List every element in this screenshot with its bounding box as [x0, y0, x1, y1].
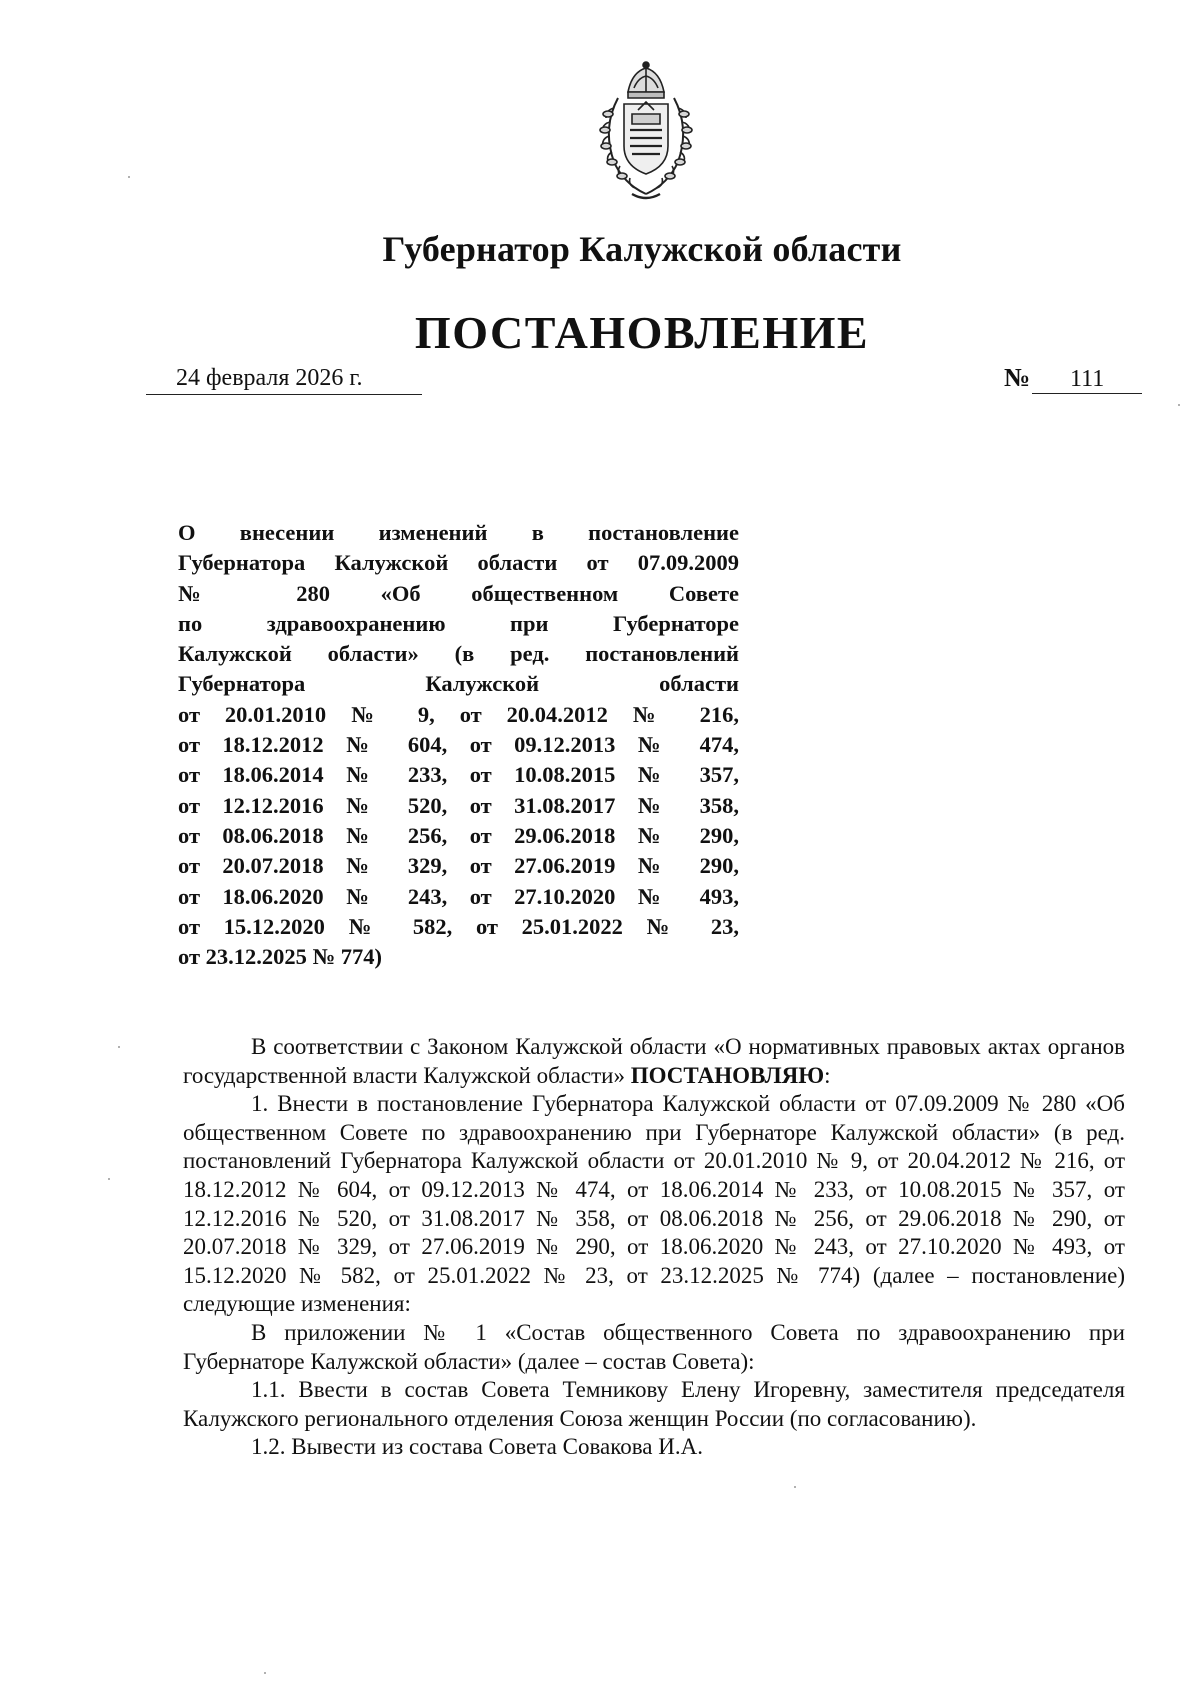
subject-line: от 18.12.2012 № 604, от 09.12.2013 № 474, — [178, 732, 739, 758]
document-number-value: 111 — [1032, 365, 1142, 394]
subject-line: № 280 «Об общественном Совете — [178, 580, 739, 606]
item-1-paragraph: 1. Внести в постановление Губернатора Калужской области от 07.09.2009 № 280 «Об общественном Совете по здравоохранению при Губернаторе Калужской области» (в ред. постановлений Губернатора Калужской области от 20.01.2010 № 9, от 20.04.2012 № 216, от 18.12.2012 № 604, от 09.12.2013 № 474, от 18.06.2014 № 233, от 10.08.2015 № 357, от 12.12.2016 № 520, от 31.08.2017 № 358, от 08.06.2018 № 256, от 29.06.2018 № 290, от 20.07.2018 № 329, от 27.06.2019 № 290, от 18.06.2020 № 243, от 27.10.2020 № 493, от 15.12.2020 № 582, от 25.01.2022 № 23, от 23.12.2025 № 774) (далее – постановление) следующие изменения: — [183, 1091, 1125, 1317]
subject-line: Губернатора Калужской области от 07.09.2009 — [178, 550, 739, 576]
preamble-paragraph — [183, 1033, 1125, 1090]
scan-speck — [118, 1046, 120, 1048]
subject-line: Калужской области» (в ред. постановлений — [178, 641, 739, 667]
number-sign: № — [1004, 363, 1031, 392]
subject-line: О внесении изменений в постановление — [178, 520, 739, 545]
document-number — [1004, 364, 1162, 394]
subject-line: Губернатора Калужской области — [178, 671, 739, 697]
appendix-intro-paragraph: В приложении № 1 «Состав общественного Совета по здравоохранению при Губернаторе Калужской области» (далее – состав Совета): — [183, 1319, 1125, 1374]
document-date — [146, 364, 422, 395]
scan-speck — [108, 1178, 110, 1180]
scan-speck — [794, 1486, 796, 1488]
resolve-keyword: ПОСТАНОВЛЯЮ — [630, 1062, 825, 1088]
subject-line: от 15.12.2020 № 582, от 25.01.2022 № 23, — [178, 913, 739, 939]
document-subject — [178, 518, 739, 972]
coat-of-arms-icon — [588, 58, 704, 204]
subject-line: от 08.06.2018 № 256, от 29.06.2018 № 290, — [178, 822, 739, 848]
document-type-title: ПОСТАНОВЛЕНИЕ — [414, 307, 870, 358]
item-1-1-paragraph: 1.1. Ввести в состав Совета Темникову Елену Игоревну, заместителя председателя Калужского регионального отделения Союза женщин России (по согласованию). — [183, 1377, 1125, 1431]
document-body — [183, 1033, 1125, 1462]
subject-line: от 20.01.2010 № 9, от 20.04.2012 № 216, — [178, 701, 739, 727]
scan-speck — [264, 1672, 266, 1674]
scan-speck — [1178, 404, 1180, 406]
preamble-text: В соответствии с Законом Калужской области «О нормативных правовых актах органов государственной власти Калужской области» — [183, 1034, 1125, 1088]
subject-line: по здравоохранению при Губернаторе — [178, 610, 739, 636]
issuing-authority: Губернатор Калужской области — [382, 229, 902, 269]
subject-line: от 12.12.2016 № 520, от 31.08.2017 № 358, — [178, 792, 739, 818]
scan-speck — [128, 176, 130, 178]
document-date-value: 24 февраля 2026 г. — [176, 365, 363, 391]
item-1-2-paragraph: 1.2. Вывести из состава Совета Совакова И.А. — [251, 1434, 703, 1460]
subject-line: от 18.06.2020 № 243, от 27.10.2020 № 493, — [178, 883, 739, 909]
subject-line: от 23.12.2025 № 774) — [178, 944, 382, 970]
subject-line: от 18.06.2014 № 233, от 10.08.2015 № 357, — [178, 762, 739, 788]
subject-line: от 20.07.2018 № 329, от 27.06.2019 № 290, — [178, 853, 739, 879]
preamble-end: : — [824, 1062, 831, 1088]
